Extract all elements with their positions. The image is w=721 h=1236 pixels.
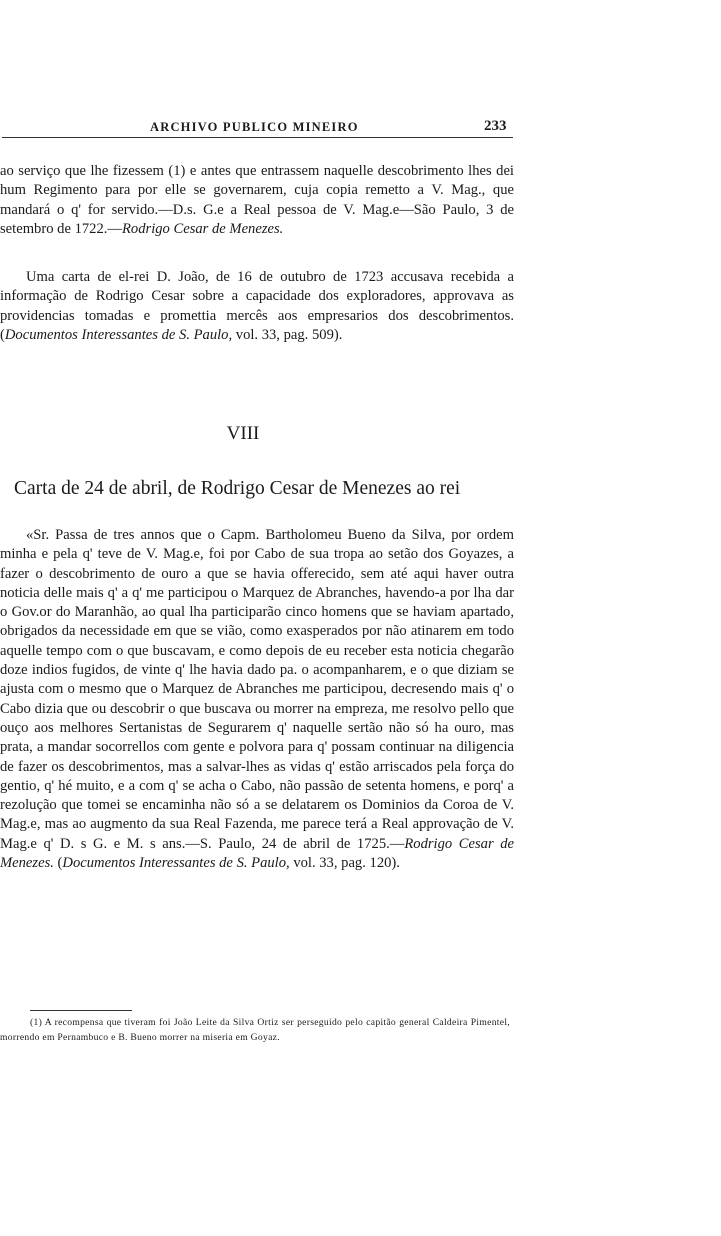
header-rule bbox=[2, 137, 513, 138]
running-title: ARCHIVO PUBLICO MINEIRO bbox=[150, 120, 359, 134]
citation: Documentos Interessantes de S. Paulo, bbox=[4, 326, 233, 343]
paragraph-text: ao serviço que lhe fizessem (1) e antes que entrassem naquelle descobrimento lhes dei hum Regimento para por elle se governarem, cuja copia remetto a V. Mag., que mandará o q' for servido.—D.s. G.e a Real pessoa de V. Mag.e—São Paulo, 3 de setembro de 1722.— bbox=[0, 163, 514, 237]
page-header bbox=[0, 118, 721, 142]
section-title: Carta de 24 de abril, de Rodrigo Cesar de Menezes ao rei bbox=[14, 478, 461, 499]
citation-tail: vol. 33, pag. 509). bbox=[232, 326, 343, 343]
page-number: 233 bbox=[484, 118, 507, 134]
letter-text: «Sr. Passa de tres annos que o Capm. Bartholomeu Bueno da Silva, por ordem minha e pela q' teve de V. Mag.e, foi por Cabo de sua tropa ao setão dos Goyazes, a fazer o descobrimento de ouro a que se havia offerecido, sem até aqui haver outra noticia delle mais q' a q' me participou o Marquez de Abranches, havendo-a por lha dar o Gov.or do Maranhão, ao qual lha participarão cinco homens que se haviam apartado, obrigados da necessidade em que se vião, como exasperados por não atinarem em todo aquelle tempo com o que buscavam, e como depois de eu receber esta noticia chegarão doze indios fugidos, de vinte q' lhe havia dado pa. o acompanharem, e o que diziam se ajusta com o mesmo que o Marquez de Abranches me participou, decresendo mais q' o Cabo dizia que ou descobrir o que buscava ou morrer na empreza, me resolvo pello que ouço aos melhores Sertanistas de Segurarem q' naquelle sertão não só ha ouro, mas prata, a mandar socorrellos com gente e polvora para q' possam continuar na diligencia de fazer os descobrimentos, mas a salvar-lhes as vidas q' estão arriscados pela força do gentio, q' hé muito, e a com q' se acha o Cabo, não passão de setenta homens, e porq' a rezolução que tomei se encaminha não só a se delatarem os Dominios da Coroa de V. Mag.e, mas ao augmento da sua Real Fazenda, me parece terá a Real approvação de V. Mag.e q' D. s G. e M. s ans.—S. Paulo, 24 de abril de 1725.— bbox=[0, 527, 514, 852]
paragraph-summary bbox=[0, 268, 514, 345]
paragraph-text: Uma carta de el-rei D. João, de 16 de outubro de 1723 accusava recebida a informação de Rodrigo Cesar sobre a capacidade dos exploradores, approvava as providencias tomadas e promettia mercês aos empresarios dos descobrimentos. ( bbox=[0, 269, 514, 343]
footnote-text: (1) A recompensa que tiveram foi João Leite da Silva Ortiz ser perseguido pelo capitão general Caldeira Pimentel, morrendo em Pernambuco e B. Bueno morrer na miseria em Goyaz. bbox=[0, 1017, 510, 1043]
section-number: VIII bbox=[226, 423, 260, 444]
footnote-rule bbox=[30, 1010, 132, 1011]
footnote bbox=[0, 1015, 510, 1045]
paren: ( bbox=[53, 855, 63, 872]
signature: Rodrigo Cesar de Menezes. bbox=[0, 835, 514, 872]
letter-body bbox=[0, 526, 514, 873]
paragraph-continuation bbox=[0, 162, 514, 239]
citation: Documentos Interessantes de S. Paulo, bbox=[62, 855, 290, 872]
citation-tail: vol. 33, pag. 120). bbox=[289, 855, 400, 872]
signature: Rodrigo Cesar de Menezes. bbox=[122, 220, 284, 237]
